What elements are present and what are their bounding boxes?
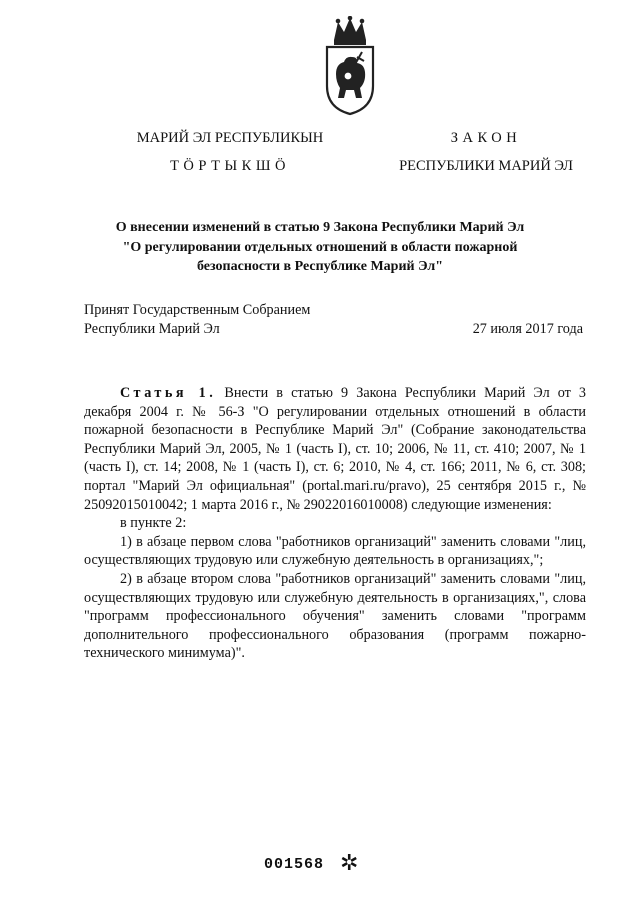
document-serial-number: 001568	[264, 856, 325, 873]
header-law-word-russian: ЗАКОН	[450, 130, 522, 146]
adoption-statement	[84, 301, 310, 339]
law-title-line: О внесении изменений в статью 9 Закона Республики Марий Эл	[115, 220, 525, 235]
header-law-word-mari: ТӦРТЫКШӦ	[170, 158, 290, 174]
adopted-by-republic-line: Республики Марий Эл	[84, 321, 220, 337]
article-body	[84, 384, 586, 663]
article-intro-paragraph	[84, 384, 586, 514]
header-republic-name-mari: МАРИЙ ЭЛ РЕСПУБЛИКЫН	[136, 130, 324, 146]
law-title-line: безопасности в Республике Марий Эл"	[196, 259, 444, 274]
asterisk-mark-icon: ✲	[340, 851, 359, 876]
header-russian-language	[366, 124, 606, 180]
republic-coat-of-arms-icon	[324, 16, 376, 116]
law-title-line: "О регулировании отдельных отношений в области пожарной	[122, 239, 518, 255]
adoption-date: 27 июля 2017 года	[472, 321, 583, 337]
article-item-2: 2) в абзаце втором слова "работников организаций" заменить словами "лиц, осуществляющих трудовую или служебную деятельность в организациях,", слова "программ профессионального обучения" заменить словами "программ дополнительного профессионального образования (программ пожарно-технического минимума)".	[84, 570, 586, 662]
article-item-1: 1) в абзаце первом слова "работников организаций" заменить словами "лиц, осуществляющих трудовую или служебную деятельность в организациях,";	[84, 533, 586, 569]
header-republic-name-russian: РЕСПУБЛИКИ МАРИЙ ЭЛ	[399, 158, 573, 174]
adopted-by-line: Принят Государственным Собранием	[84, 302, 311, 318]
law-title	[60, 218, 580, 277]
article-intro-text: Внести в статью 9 Закона Республики Марий Эл от 3 декабря 2004 г. № 56-З "О регулировании отдельных отношений в области пожарной безопасности в Республике Марий Эл" (Собрание законодательства Республики Марий Эл, 2005, № 1 (часть I), ст. 10; 2006, № 11, ст. 410; 2007, № 1 (часть I), ст. 14; 2008, № 1 (часть I), ст. 6; 2010, № 4, ст. 166; 2011, № 6, ст. 308; портал "Марий Эл официальная" (portal.mari.ru/pravo), 25 сентября 2015 г., № 25092015010042; 1 марта 2016 г., № 29022016010008) следующие изменения:	[84, 385, 587, 513]
article-point: в пункте 2:	[120, 515, 187, 532]
header-mari-language	[110, 124, 350, 180]
article-label: Статья 1.	[120, 385, 217, 401]
